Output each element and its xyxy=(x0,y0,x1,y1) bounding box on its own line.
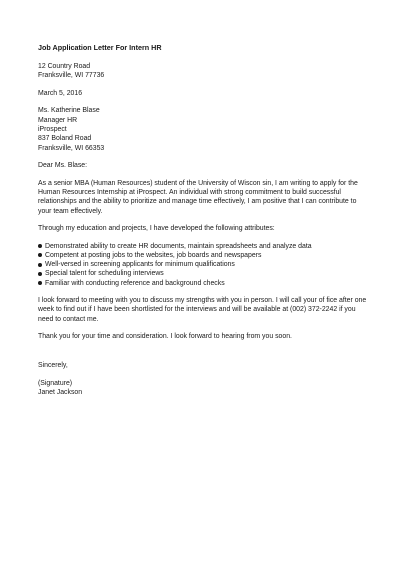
intro-line: relationships and the ability to prioritize and manage time effectively, I am positive that I can contribute to xyxy=(38,198,357,206)
intro-line: Human Resources Internship at iProspect. An individual with strong commitment to build successful xyxy=(38,189,341,197)
recipient-street: 837 Boland Road xyxy=(38,135,92,143)
followup-line: week to find out if I have been shortlisted for the interviews and will be available at (002) 372-2242 if you xyxy=(38,306,356,314)
sender-city: Franksville, WI 77736 xyxy=(38,72,105,80)
sender-address xyxy=(38,62,368,81)
bullet-icon xyxy=(38,281,42,285)
followup-line: need to contact me. xyxy=(38,315,99,323)
attribute-text: Competent at posting jobs to the websites, job boards and newspapers xyxy=(45,251,262,259)
attribute-text: Special talent for scheduling interviews xyxy=(45,270,164,278)
list-item xyxy=(38,260,368,269)
thanks-block xyxy=(38,332,368,341)
attributes-intro: Through my education and projects, I have developed the following attributes: xyxy=(38,225,275,233)
signature-block xyxy=(38,379,368,398)
list-item xyxy=(38,242,368,251)
letter-body xyxy=(38,43,368,406)
letter-title: Job Application Letter For Intern HR xyxy=(38,43,162,52)
salutation: Dear Ms. Blase: xyxy=(38,162,88,170)
salutation-block xyxy=(38,161,368,170)
recipient-company: iProspect xyxy=(38,126,67,134)
followup-paragraph xyxy=(38,296,368,324)
attribute-text: Familiar with conducting reference and background checks xyxy=(45,279,225,287)
thanks-line: Thank you for your time and consideration. I look forward to hearing from you soon. xyxy=(38,332,292,340)
bullet-icon xyxy=(38,272,42,276)
closing-block xyxy=(38,361,368,370)
intro-line: As a senior MBA (Human Resources) student of the University of Wiscon sin, I am writing to apply for the xyxy=(38,179,358,187)
attribute-text: Demonstrated ability to create HR documents, maintain spreadsheets and analyze data xyxy=(45,242,312,250)
intro-paragraph xyxy=(38,179,368,217)
attributes-intro-block xyxy=(38,224,368,233)
bullet-icon xyxy=(38,263,42,267)
attribute-text: Well-versed in screening applicants for minimum qualifications xyxy=(45,261,235,269)
list-item xyxy=(38,251,368,260)
bullet-icon xyxy=(38,244,42,248)
closing: Sincerely, xyxy=(38,362,68,370)
signature: (Signature) xyxy=(38,379,73,387)
intro-line: your team effectively. xyxy=(38,207,103,215)
attributes-list xyxy=(38,242,368,288)
list-item xyxy=(38,279,368,288)
recipient-title: Manager HR xyxy=(38,116,78,124)
bullet-icon xyxy=(38,253,42,257)
recipient-address xyxy=(38,106,368,153)
list-item xyxy=(38,269,368,278)
recipient-name: Ms. Katherine Blase xyxy=(38,107,100,115)
letter-date-block xyxy=(38,89,368,98)
sender-street: 12 Country Road xyxy=(38,63,91,70)
followup-line: I look forward to meeting with you to discuss my strengths with you in person. I will call your of fice after one xyxy=(38,296,367,304)
letter-date: March 5, 2016 xyxy=(38,89,83,97)
signer-name: Janet Jackson xyxy=(38,389,83,397)
recipient-city: Franksville, WI 66353 xyxy=(38,144,105,152)
